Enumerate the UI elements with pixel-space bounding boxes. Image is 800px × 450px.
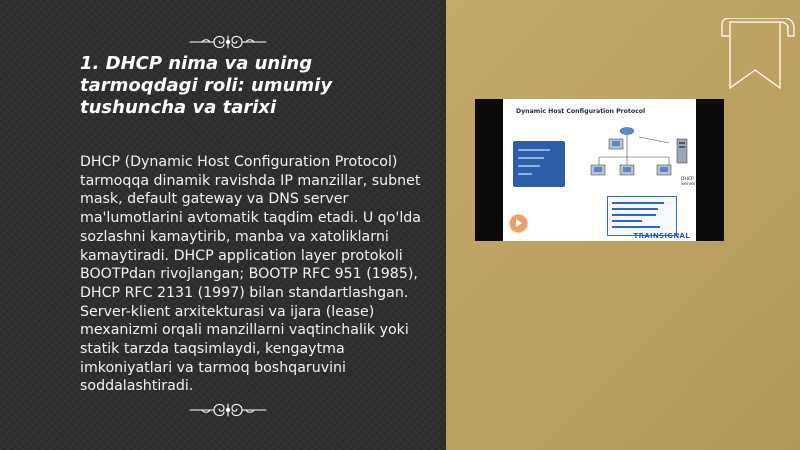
play-icon[interactable] [509,214,528,233]
ip-config-box [607,196,677,236]
dhcp-server-label: DHCP Server [681,177,696,187]
client-info-box [513,141,565,187]
video-frame [503,99,696,241]
bookmark-ribbon-icon [718,18,796,106]
network-diagram-icon [569,121,694,193]
embedded-video[interactable] [475,99,724,241]
slide-title: 1. DHCP nima va uning tarmoqdagi roli: umumiy tushuncha va tarixi [80,53,333,118]
slide-body-text: DHCP (Dynamic Host Configuration Protocol) tarmoqqa dinamik ravishda IP manzillar, subnet mask, default gateway va DNS server ma'lumotlarini avtomatik taqdim etadi. U qo'lda sozlashni kamaytirib, manba va xatoliklarni kamaytiradi. DHCP application layer protokoli BOOTPdan rivojlangan; BOOTP RFC 951 (1985), DHCP RFC 2131 (1997) bilan standartlashgan. Server-klient arxitekturasi va ijara (lease) mexanizmi orqali manzillarni vaqtinchalik yoki statik tarzda taqsimlaydi, kengaytma imkoniyatlari va tarmoq boshqaruvini soddalashtiradi. [80,154,421,395]
diagram-title: Dynamic Host Configuration Protocol [516,108,646,115]
top-ornament-icon [188,32,268,52]
bottom-ornament-icon [188,400,268,420]
video-brand-label: TRAINSIGNAL [633,232,690,240]
